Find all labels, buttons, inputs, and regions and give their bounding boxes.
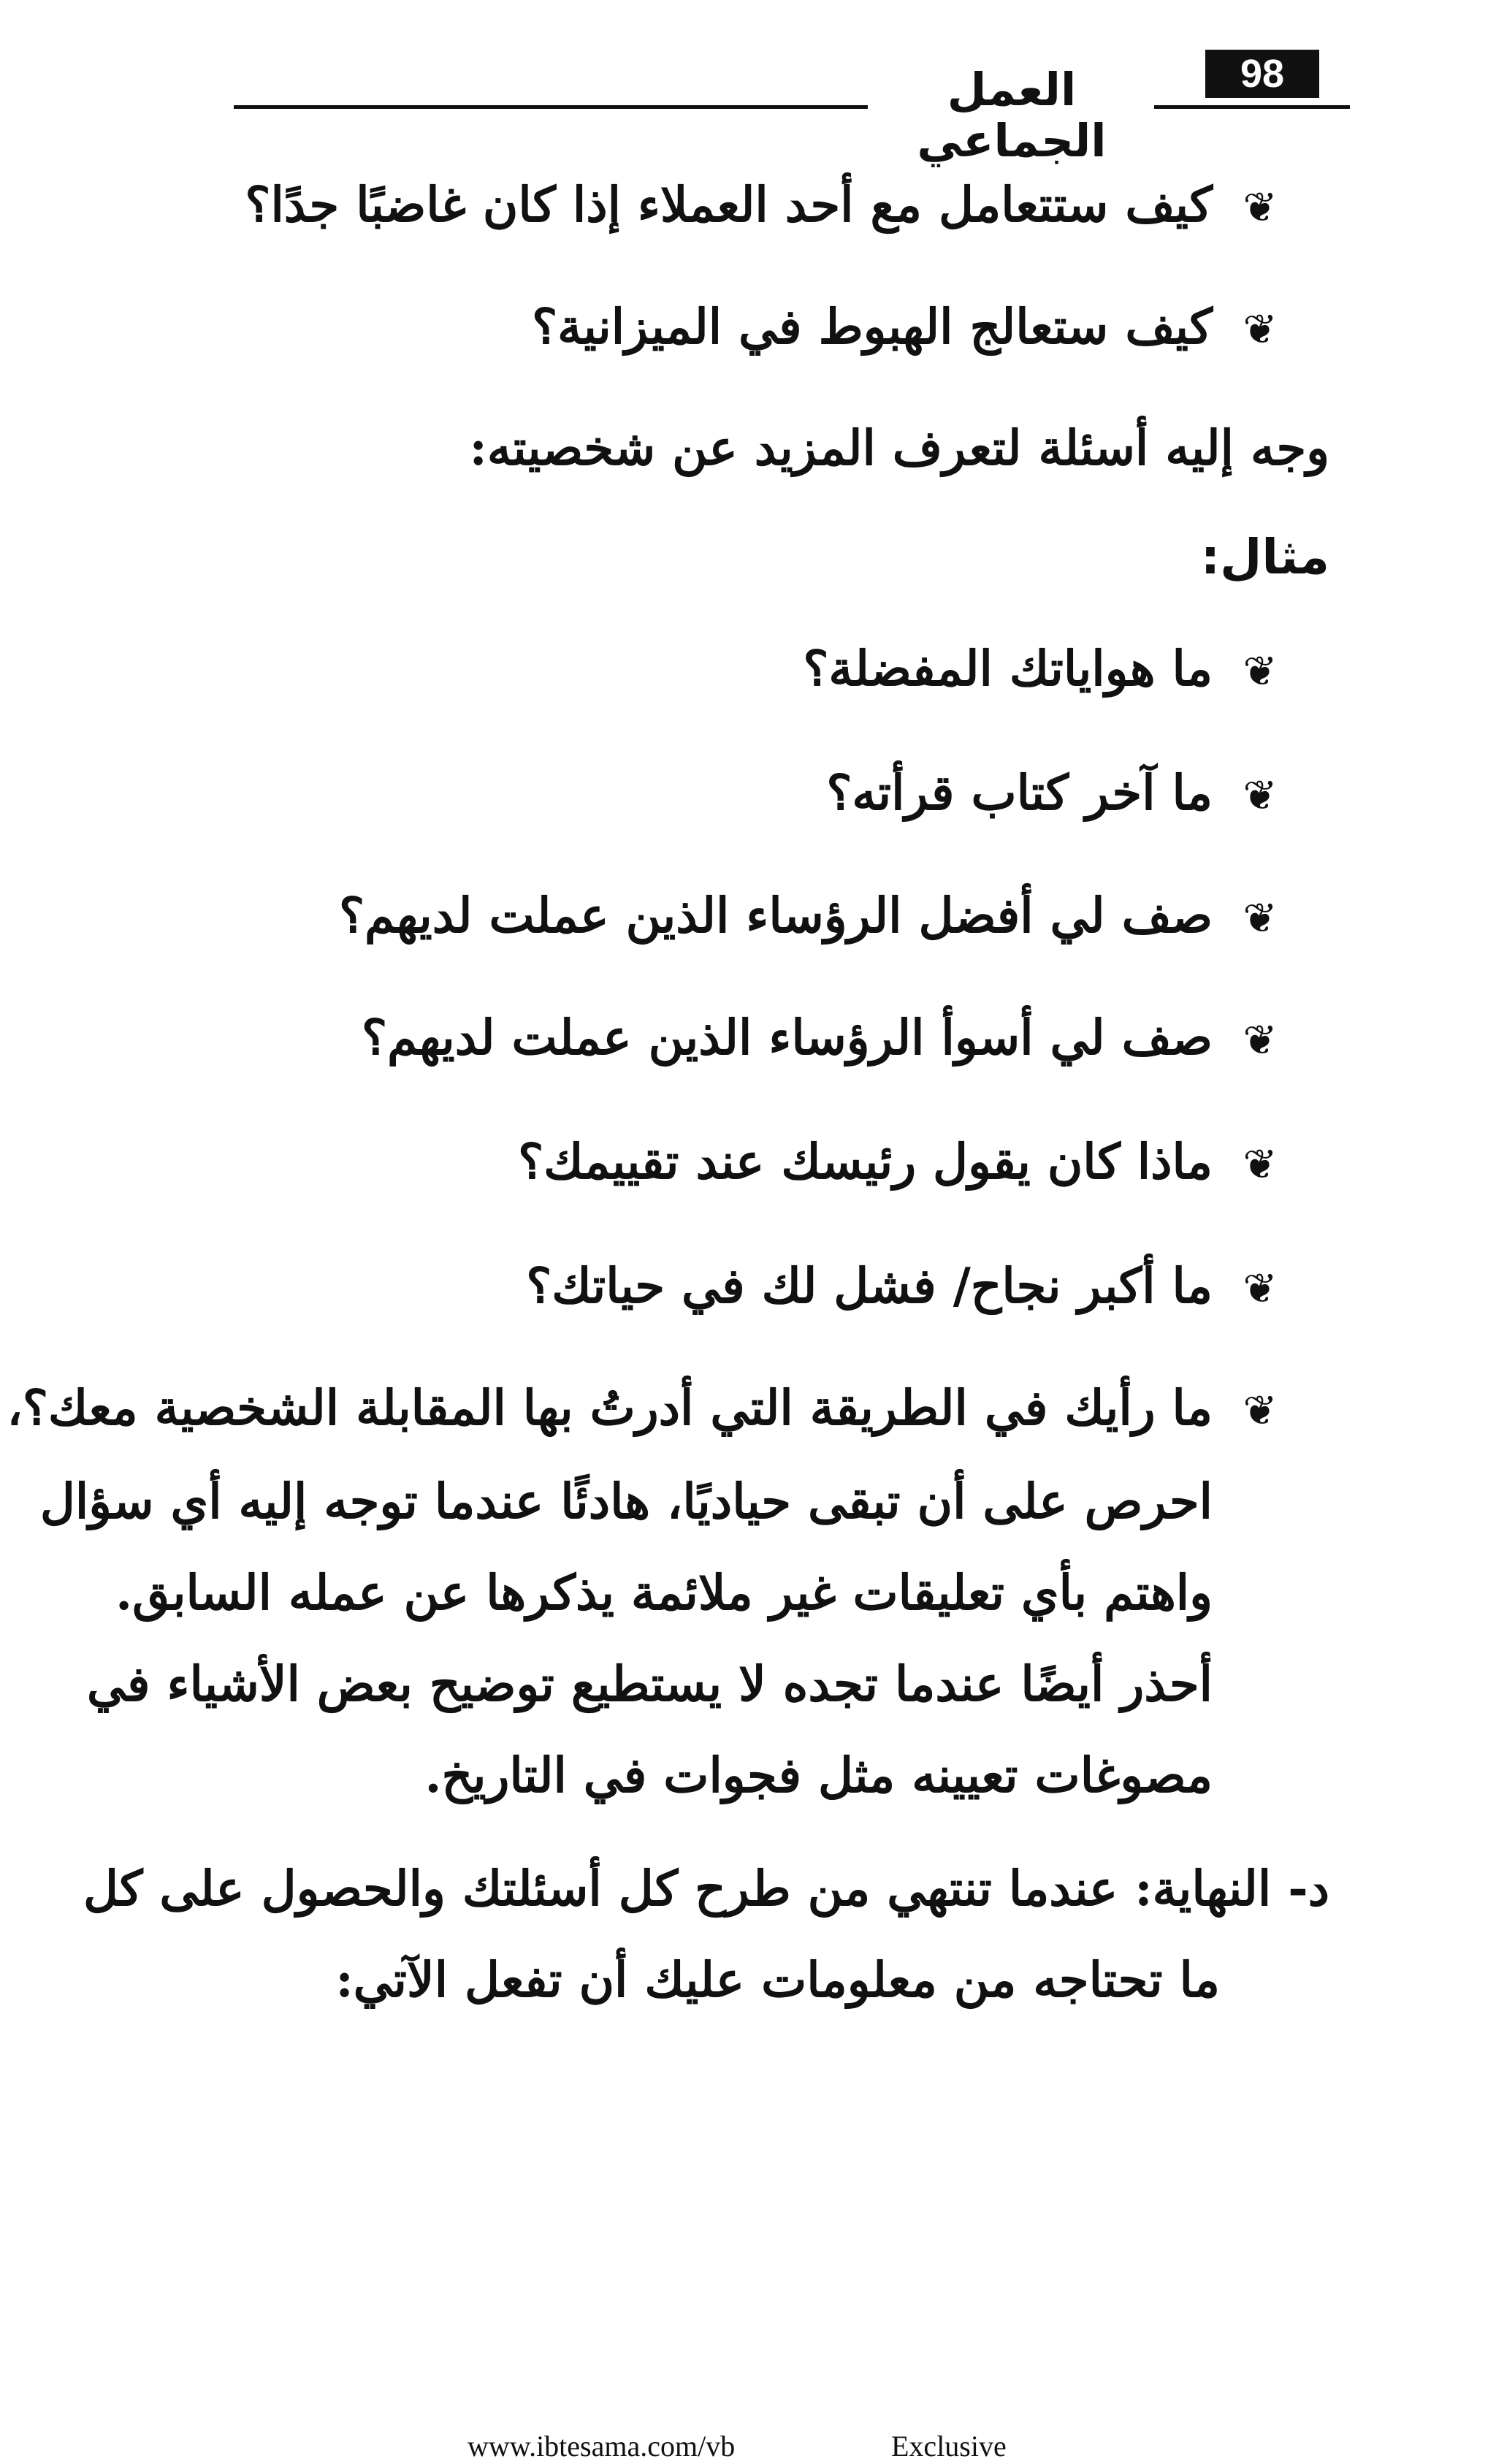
leaf-bullet-icon: ❦ <box>1243 1265 1278 1313</box>
bullet-item <box>339 882 1286 952</box>
leaf-bullet-icon: ❦ <box>1243 1141 1278 1189</box>
paragraph-line: احرص على أن تبقى حياديًا، هادئًا عندما توجه إليه أي سؤال <box>39 1473 1213 1530</box>
leaf-bullet-icon: ❦ <box>1243 772 1278 820</box>
page-header <box>234 42 1350 167</box>
bullet-item <box>7 1375 1286 1444</box>
footer-tag: Exclusive <box>891 2430 1007 2463</box>
bullet-text: ما هواياتك المفضلة؟ <box>803 640 1213 697</box>
paragraph-line: واهتم بأي تعليقات غير ملائمة يذكرها عن عمله السابق. <box>115 1564 1213 1621</box>
bullet-text: صف لي أفضل الرؤساء الذين عملت لديهم؟ <box>338 887 1213 944</box>
leaf-bullet-icon: ❦ <box>1243 895 1278 942</box>
bullet-text: صف لي أسوأ الرؤساء الذين عملت لديهم؟ <box>362 1009 1213 1066</box>
bullet-item <box>803 636 1286 705</box>
ending-line: ما تحتاجه من معلومات عليك أن تفعل الآتي: <box>335 1951 1220 2008</box>
leaf-bullet-icon: ❦ <box>1243 1017 1278 1064</box>
bullet-item <box>532 294 1286 363</box>
leaf-bullet-icon: ❦ <box>1243 184 1278 232</box>
page-number: 98 <box>1205 50 1319 98</box>
bullet-text: كيف ستعالج الهبوط في الميزانية؟ <box>532 298 1213 355</box>
bullet-text: كيف ستتعامل مع أحد العملاء إذا كان غاضبًا جدًا؟ <box>245 176 1213 233</box>
bullet-item <box>518 1129 1286 1198</box>
leaf-bullet-icon: ❦ <box>1243 1387 1278 1435</box>
footer-url: www.ibtesama.com/vb <box>468 2430 736 2463</box>
bullet-item <box>826 760 1286 829</box>
example-label: مثال: <box>1200 529 1329 585</box>
leaf-bullet-icon: ❦ <box>1243 306 1278 354</box>
intro-text: وجه إليه أسئلة لتعرف المزيد عن شخصيته: <box>469 419 1329 476</box>
bullet-text: ما أكبر نجاح/ فشل لك في حياتك؟ <box>526 1257 1213 1314</box>
section-title: العمل الجماعي <box>917 63 1107 167</box>
leaf-bullet-icon: ❦ <box>1243 648 1278 695</box>
page-footer <box>453 2429 1110 2464</box>
bullet-item <box>526 1253 1286 1322</box>
bullet-item <box>362 1004 1286 1074</box>
bullet-text: ما رأيك في الطريقة التي أدرتُ بها المقابلة الشخصية معك؟، <box>7 1379 1213 1436</box>
bullet-item <box>245 172 1286 241</box>
paragraph-line: مصوغات تعيينه مثل فجوات في التاريخ. <box>424 1747 1213 1804</box>
bullet-text: ما آخر كتاب قرأته؟ <box>826 764 1213 821</box>
bullet-text: ماذا كان يقول رئيسك عند تقييمك؟ <box>518 1133 1213 1190</box>
paragraph-line: أحذر أيضًا عندما تجده لا يستطيع توضيح بعض الأشياء في <box>86 1655 1213 1712</box>
header-rule-left <box>234 105 868 109</box>
header-rule-right <box>1154 105 1350 109</box>
ending-line: د- النهاية: عندما تنتهي من طرح كل أسئلتك والحصول على كل <box>83 1860 1329 1917</box>
